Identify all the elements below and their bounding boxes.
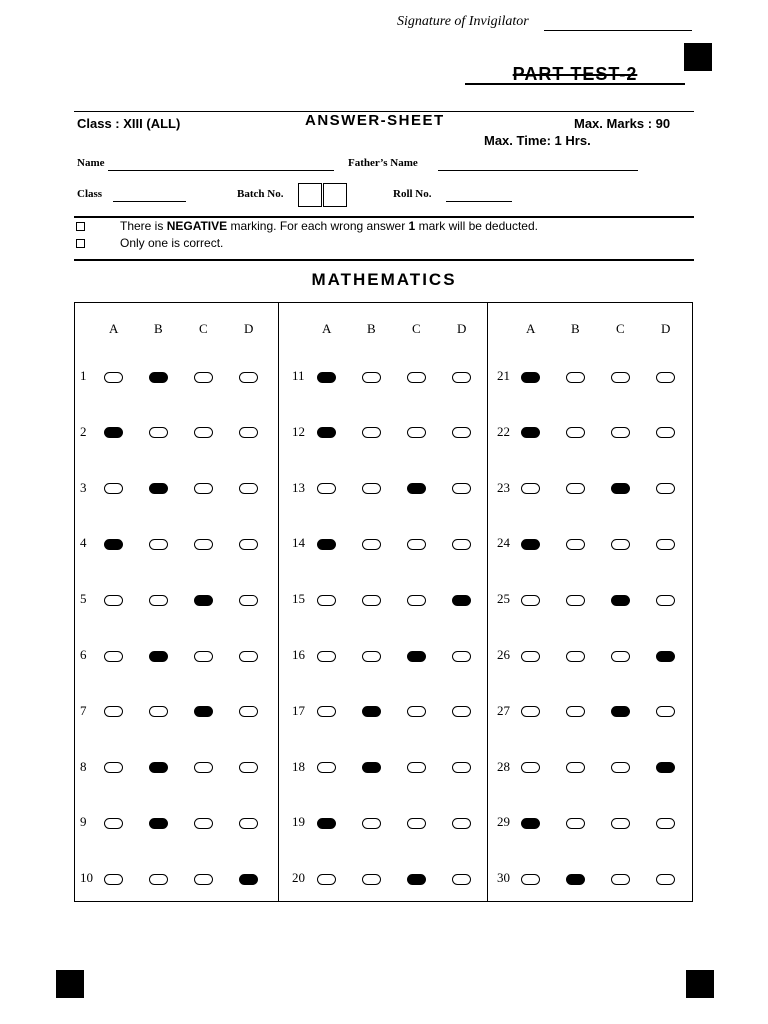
question-number: 21 [497,368,510,383]
answer-bubble-q12-a[interactable] [317,427,336,438]
answer-bubble-q27-d[interactable] [656,706,675,717]
answer-bubble-q28-d[interactable] [656,762,675,773]
question-number: 18 [292,758,305,774]
answer-bubble-q17-b[interactable] [362,706,381,717]
answer-bubble-q22-b[interactable] [566,427,585,438]
option-header-c: C [616,321,625,336]
answer-bubble-q14-a[interactable] [317,539,336,550]
answer-bubble-q18-d[interactable] [452,762,471,773]
answer-bubble-q1-c[interactable] [194,372,213,383]
answer-bubble-q19-c[interactable] [407,818,426,829]
answer-bubble-q21-b[interactable] [566,372,585,383]
answer-bubble-q25-c[interactable] [611,595,630,606]
answer-bubble-q8-b[interactable] [149,762,168,773]
question-number: 4 [80,535,87,551]
answer-bubble-q18-b[interactable] [362,762,381,773]
answer-bubble-q11-b[interactable] [362,372,381,383]
option-header-a: A [526,321,536,336]
option-header-b: B [571,321,580,336]
answer-bubble-q30-c[interactable] [611,874,630,885]
option-header-c: C [412,321,421,336]
question-number: 10 [80,870,93,886]
question-number: 28 [497,758,510,774]
answer-bubble-q16-d[interactable] [452,651,471,662]
answer-bubble-q3-a[interactable] [104,483,123,494]
question-number: 23 [497,479,510,495]
column-divider [487,302,488,902]
answer-bubble-q20-a[interactable] [317,874,336,885]
answer-bubble-q24-c[interactable] [611,539,630,550]
answer-bubble-q27-a[interactable] [521,706,540,717]
answer-bubble-q29-d[interactable] [656,818,675,829]
roll-no-field[interactable] [446,189,512,202]
answer-bubble-q11-c[interactable] [407,372,426,383]
instructions-top-divider [74,216,694,218]
checkbox-icon [76,239,85,248]
answer-bubble-q11-d[interactable] [452,372,471,383]
option-header-d: D [661,321,671,336]
answer-bubble-q1-d[interactable] [239,372,258,383]
answer-bubble-q13-d[interactable] [452,483,471,494]
question-number: 22 [497,423,510,439]
answer-bubble-q10-b[interactable] [149,874,168,885]
answer-bubble-q9-d[interactable] [239,818,258,829]
answer-bubble-q26-a[interactable] [521,651,540,662]
answer-bubble-q30-b[interactable] [566,874,585,885]
answer-bubble-q12-d[interactable] [452,427,471,438]
question-number: 7 [80,702,87,718]
max-time: Max. Time: 1 Hrs. [484,133,591,148]
question-number: 6 [80,647,87,662]
instruction-negative-marking: There is NEGATIVE marking. For each wrong answer 1 mark will be deducted. [120,219,538,233]
answer-bubble-q16-b[interactable] [362,651,381,662]
answer-bubble-q22-a[interactable] [521,427,540,438]
answer-bubble-q30-a[interactable] [521,874,540,885]
answer-bubble-q10-a[interactable] [104,874,123,885]
answer-bubble-q2-d[interactable] [239,427,258,438]
question-number: 13 [292,479,305,495]
answer-bubble-q28-b[interactable] [566,762,585,773]
answer-bubble-q4-b[interactable] [149,539,168,550]
answer-bubble-q17-d[interactable] [452,706,471,717]
name-field[interactable] [108,158,334,171]
answer-bubble-q21-d[interactable] [656,372,675,383]
answer-bubble-q26-b[interactable] [566,651,585,662]
name-label: Name [77,157,105,169]
answer-bubble-q26-d[interactable] [656,651,675,662]
answer-bubble-q6-a[interactable] [104,651,123,662]
answer-bubble-q13-b[interactable] [362,483,381,494]
option-header-b: B [154,321,163,336]
part-test-title: PART TEST-2 [512,64,638,84]
answer-bubble-q27-c[interactable] [611,706,630,717]
answer-bubble-q18-a[interactable] [317,762,336,773]
question-number: 5 [80,591,87,607]
answer-bubble-q7-c[interactable] [194,706,213,717]
answer-bubble-q20-b[interactable] [362,874,381,885]
answer-bubble-q27-b[interactable] [566,706,585,717]
question-number: 12 [292,423,305,439]
question-number: 24 [497,535,510,551]
question-number: 20 [292,870,305,886]
answer-bubble-q24-d[interactable] [656,539,675,550]
answer-bubble-q5-d[interactable] [239,595,258,606]
column-divider [278,302,279,902]
answer-bubble-q8-c[interactable] [194,762,213,773]
answer-bubble-q5-a[interactable] [104,595,123,606]
answer-bubble-q5-c[interactable] [194,595,213,606]
question-number: 16 [292,647,305,662]
answer-bubble-q28-a[interactable] [521,762,540,773]
father-name-field[interactable] [438,158,638,171]
option-header-c: C [199,321,208,336]
answer-bubble-q18-c[interactable] [407,762,426,773]
answer-bubble-q10-d[interactable] [239,874,258,885]
answer-bubble-q6-b[interactable] [149,651,168,662]
answer-bubble-q29-b[interactable] [566,818,585,829]
answer-bubble-q14-b[interactable] [362,539,381,550]
father-name-label: Father’s Name [348,157,418,169]
answer-bubble-q5-b[interactable] [149,595,168,606]
answer-bubble-q16-c[interactable] [407,651,426,662]
answer-bubble-q7-d[interactable] [239,706,258,717]
answer-bubble-q13-a[interactable] [317,483,336,494]
answer-bubble-q21-c[interactable] [611,372,630,383]
answer-bubble-q29-a[interactable] [521,818,540,829]
answer-bubble-q15-d[interactable] [452,595,471,606]
answer-bubble-q24-a[interactable] [521,539,540,550]
invigilator-signature-label: Signature of Invigilator [397,14,529,29]
answer-bubble-q23-c[interactable] [611,483,630,494]
answer-bubble-q26-c[interactable] [611,651,630,662]
answer-bubble-q20-c[interactable] [407,874,426,885]
answer-bubble-q8-d[interactable] [239,762,258,773]
registration-mark-top-right [684,43,712,71]
answer-bubble-q12-b[interactable] [362,427,381,438]
answer-bubble-q9-a[interactable] [104,818,123,829]
class-field[interactable] [113,189,186,202]
answer-bubble-q9-c[interactable] [194,818,213,829]
instructions-bottom-divider [74,259,694,261]
answer-bubble-q4-c[interactable] [194,539,213,550]
question-number: 27 [497,702,510,718]
answer-bubble-q14-d[interactable] [452,539,471,550]
answer-bubble-q22-d[interactable] [656,427,675,438]
class-info: Class : XIII (ALL) [77,116,181,131]
answer-bubble-q30-d[interactable] [656,874,675,885]
answer-bubble-q17-a[interactable] [317,706,336,717]
answer-bubble-q16-a[interactable] [317,651,336,662]
answer-bubble-q12-c[interactable] [407,427,426,438]
question-number: 29 [497,814,510,830]
answer-bubble-q15-b[interactable] [362,595,381,606]
question-number: 17 [292,702,305,718]
question-number: 19 [292,814,305,830]
question-number: 8 [80,758,87,774]
question-number: 15 [292,591,305,607]
answer-bubble-q1-b[interactable] [149,372,168,383]
title-underline [465,83,685,85]
answer-bubble-q9-b[interactable] [149,818,168,829]
answer-bubble-q14-c[interactable] [407,539,426,550]
answer-bubble-q21-a[interactable] [521,372,540,383]
answer-bubble-q4-d[interactable] [239,539,258,550]
answer-bubble-q24-b[interactable] [566,539,585,550]
answer-bubble-q20-d[interactable] [452,874,471,885]
option-header-d: D [457,321,467,336]
answer-bubble-q13-c[interactable] [407,483,426,494]
option-header-d: D [244,321,254,336]
batch-box-2[interactable] [323,183,347,207]
answer-bubble-q8-a[interactable] [104,762,123,773]
option-header-a: A [109,321,119,336]
batch-no-label: Batch No. [237,188,284,200]
invigilator-signature-line[interactable] [544,30,692,31]
answer-bubble-q22-c[interactable] [611,427,630,438]
answer-bubble-q3-c[interactable] [194,483,213,494]
question-number: 2 [80,423,87,439]
answer-bubble-q28-c[interactable] [611,762,630,773]
question-number: 9 [80,814,87,830]
answer-bubble-q23-d[interactable] [656,483,675,494]
answer-bubble-q29-c[interactable] [611,818,630,829]
answer-bubble-q11-a[interactable] [317,372,336,383]
answer-bubble-q19-b[interactable] [362,818,381,829]
answer-bubble-q10-c[interactable] [194,874,213,885]
answer-bubble-q25-a[interactable] [521,595,540,606]
answer-bubble-q2-a[interactable] [104,427,123,438]
answer-bubble-q6-d[interactable] [239,651,258,662]
answer-bubble-q7-a[interactable] [104,706,123,717]
question-number: 3 [80,479,87,495]
option-header-b: B [367,321,376,336]
question-number: 1 [80,368,87,383]
answer-bubble-q3-b[interactable] [149,483,168,494]
question-number: 30 [497,870,510,886]
answer-bubble-q25-b[interactable] [566,595,585,606]
answer-bubble-q23-a[interactable] [521,483,540,494]
question-number: 25 [497,591,510,607]
answer-bubble-q23-b[interactable] [566,483,585,494]
answer-bubble-q15-a[interactable] [317,595,336,606]
answer-bubble-q19-a[interactable] [317,818,336,829]
registration-mark-bottom-left [56,970,84,998]
answer-bubble-q2-c[interactable] [194,427,213,438]
batch-box-1[interactable] [298,183,322,207]
checkbox-icon [76,222,85,231]
option-header-a: A [322,321,332,336]
answer-bubble-q15-c[interactable] [407,595,426,606]
answer-bubble-q25-d[interactable] [656,595,675,606]
question-number: 26 [497,647,510,662]
answer-bubble-q4-a[interactable] [104,539,123,550]
instruction-single-correct: Only one is correct. [120,236,224,250]
max-marks: Max. Marks : 90 [574,116,671,131]
roll-no-label: Roll No. [393,188,432,200]
answer-bubble-q17-c[interactable] [407,706,426,717]
answer-bubble-q3-d[interactable] [239,483,258,494]
registration-mark-bottom-right [686,970,714,998]
class-label: Class [77,188,103,200]
answer-bubble-q6-c[interactable] [194,651,213,662]
answer-bubble-q19-d[interactable] [452,818,471,829]
answer-bubble-q7-b[interactable] [149,706,168,717]
answer-bubble-q1-a[interactable] [104,372,123,383]
answer-sheet-title: ANSWER-SHEET [305,112,445,129]
question-number: 11 [292,368,305,383]
subject-title: MATHEMATICS [311,270,457,289]
question-number: 14 [292,535,305,551]
answer-bubble-q2-b[interactable] [149,427,168,438]
